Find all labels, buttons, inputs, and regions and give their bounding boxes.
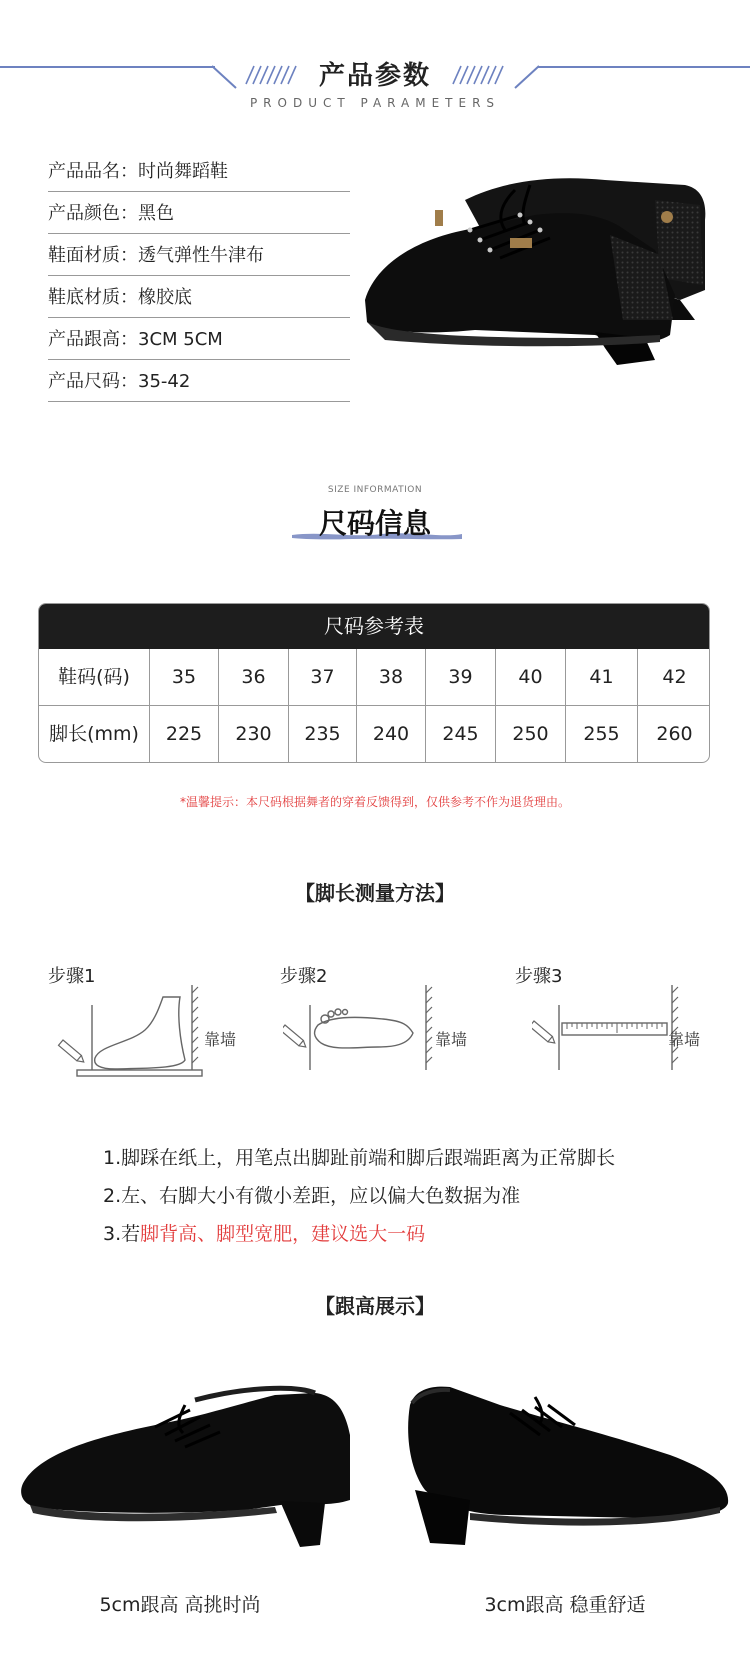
param-name: 产品品名：时尚舞蹈鞋	[48, 161, 228, 182]
table-cell: 37	[289, 649, 357, 705]
measure-note-3-highlight: 脚背高、脚型宽肥，建议选大一码	[140, 1223, 426, 1245]
table-cell: 42	[662, 666, 687, 688]
param-color-row	[48, 192, 350, 234]
step-2-wall-label: 靠墙	[435, 1030, 468, 1049]
measure-note-3-prefix: 3.若	[103, 1223, 141, 1245]
shoe-3cm-image	[390, 1375, 735, 1555]
measure-note-3	[103, 1219, 425, 1246]
measure-title: 【脚长测量方法】	[295, 881, 455, 905]
size-info-title: 尺码信息	[318, 507, 431, 540]
param-sole-row	[48, 276, 350, 318]
param-upper-row	[48, 234, 350, 276]
shoe-5cm-image	[15, 1375, 355, 1555]
param-name-row	[48, 150, 350, 192]
size-warning: *温馨提示：本尺码根据舞者的穿着反馈得到，仅供参考不作为退货理由。	[179, 795, 570, 809]
size-table	[38, 603, 710, 763]
table-cell: 35	[150, 649, 219, 705]
row-label-length: 脚长(mm)	[39, 706, 150, 763]
table-cell: 245	[426, 706, 496, 763]
param-heel-row	[48, 318, 350, 360]
table-cell: 225	[150, 706, 219, 763]
step-1-wall-label: 靠墙	[204, 1030, 237, 1049]
caption-3cm: 3cm跟高 稳重舒适	[484, 1594, 646, 1616]
step-2-label: 步骤2	[280, 966, 328, 987]
row-label-size: 鞋码(码)	[39, 649, 150, 705]
step-3-wall-label: 靠墙	[668, 1030, 701, 1049]
table-cell: 41	[566, 649, 638, 705]
param-upper: 鞋面材质：透气弹性牛津布	[48, 245, 264, 266]
param-color: 产品颜色：黑色	[48, 203, 174, 224]
step-1-label: 步骤1	[48, 966, 96, 987]
param-size: 产品尺码：35-42	[48, 371, 191, 392]
caption-5cm: 5cm跟高 高挑时尚	[99, 1594, 261, 1616]
table-cell: 39	[426, 649, 496, 705]
table-cell: 255	[566, 706, 638, 763]
size-table-row-length	[39, 706, 709, 763]
table-cell: 40	[496, 649, 566, 705]
table-cell: 230	[219, 706, 289, 763]
size-info-label: SIZE INFORMATION	[327, 485, 423, 495]
table-cell: 260	[656, 723, 693, 745]
size-table-row-size	[39, 649, 709, 706]
product-shoe-image	[355, 160, 735, 375]
param-sole: 鞋底材质：橡胶底	[48, 287, 192, 308]
table-cell: 250	[496, 706, 566, 763]
page-subtitle: PRODUCT PARAMETERS	[249, 96, 501, 110]
table-cell: 235	[289, 706, 357, 763]
step-3-label: 步骤3	[515, 966, 563, 987]
table-cell: 240	[357, 706, 426, 763]
step-3-ruler-icon	[532, 985, 732, 1085]
param-size-row	[48, 360, 350, 402]
table-cell: 36	[219, 649, 289, 705]
measure-note-2: 2.左、右脚大小有微小差距，应以偏大色数据为准	[103, 1185, 521, 1207]
measure-note-1: 1.脚踩在纸上，用笔点出脚趾前端和脚后跟端距离为正常脚长	[103, 1147, 616, 1169]
heel-title: 【跟高展示】	[315, 1294, 435, 1318]
param-heel: 产品跟高：3CM 5CM	[48, 329, 223, 350]
table-cell: 38	[357, 649, 426, 705]
size-table-title: 尺码参考表	[39, 604, 709, 649]
page-title: 产品参数	[318, 61, 431, 91]
